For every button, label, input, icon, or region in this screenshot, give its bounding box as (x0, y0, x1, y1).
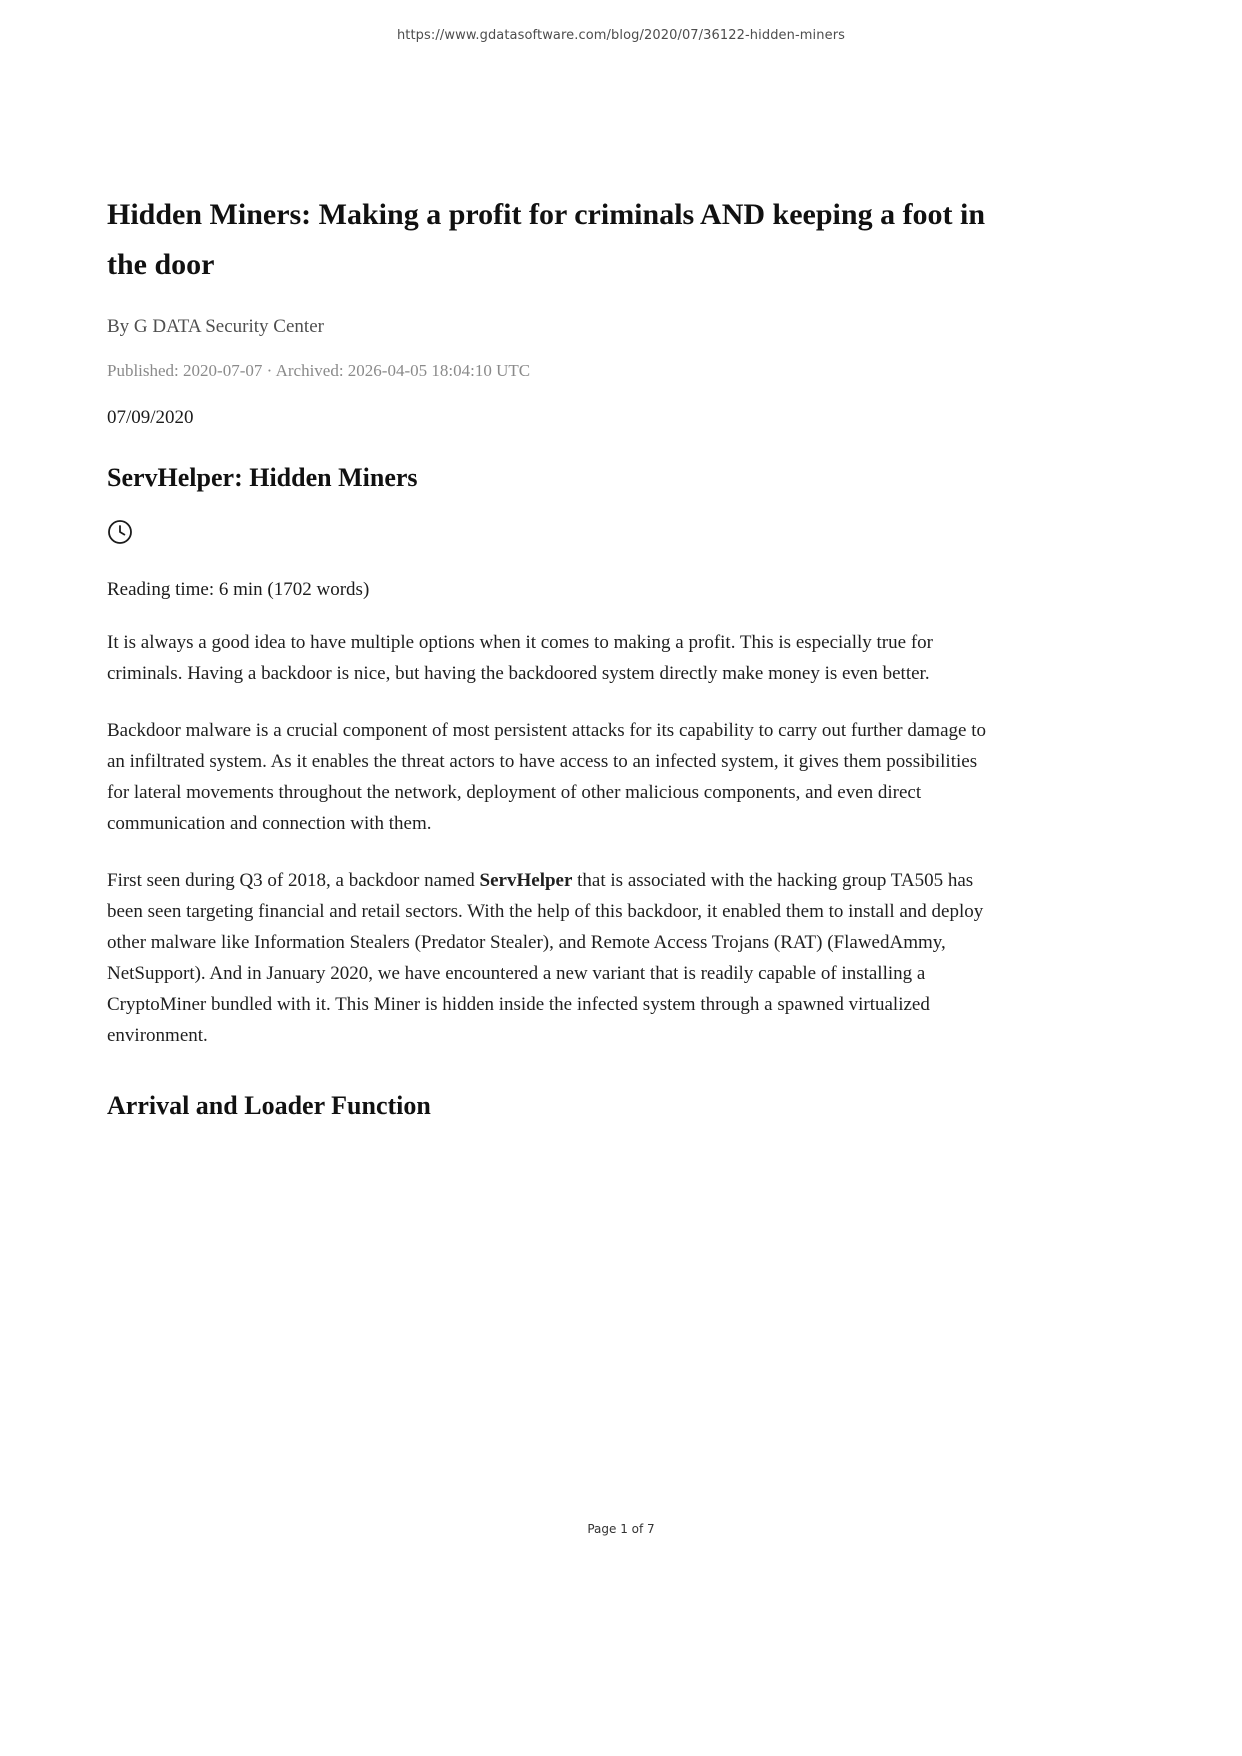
section-heading-servhelper: ServHelper: Hidden Miners (107, 463, 418, 492)
page-url-header: https://www.gdatasoftware.com/blog/2020/07/36122-hidden-miners (396, 28, 846, 43)
published-archived-meta: Published: 2020-07-07 · Archived: 2026-04-05 18:04:10 UTC (107, 361, 531, 380)
paragraph-3 (107, 865, 1003, 1051)
paragraph-2: Backdoor malware is a crucial component of most persistent attacks for its capability to carry out further damage to an infiltrated system. As it enables the threat actors to have access to an infected system, it gives them possibilities for lateral movements throughout the network, deployment of other malicious components, and even direct communication and connection with them. (107, 720, 986, 834)
reading-time-text: Reading time: 6 min (1702 words) (107, 579, 370, 600)
page-number-indicator: Page 1 of 7 (587, 1522, 655, 1536)
paragraph-3-bold-term: ServHelper (479, 870, 573, 891)
clock-icon (107, 532, 133, 549)
paragraph-3-text-before: First seen during Q3 of 2018, a backdoor named (107, 870, 480, 891)
article-title: Hidden Miners: Making a profit for criminals AND keeping a foot in the door (107, 198, 986, 281)
paragraph-3-text-after: that is associated with the hacking group TA505 has been seen targeting financial and retail sectors. With the help of this backdoor, it enabled them to install and deploy other malware like Information Stealers (Predator Stealer), and Remote Access Trojans (RAT) (FlawedAmmy, NetSupport). And in January 2020, we have encountered a new variant that is readily capable of installing a CryptoMiner bundled with it. This Miner is hidden inside the infected system through a spawned virtualized environment. (107, 870, 984, 1046)
section-heading-arrival-loader: Arrival and Loader Function (107, 1091, 431, 1120)
paragraph-1: It is always a good idea to have multiple options when it comes to making a profit. This is especially true for criminals. Having a backdoor is nice, but having the backdoored system directly make money is even better. (107, 632, 933, 684)
article-content (107, 0, 1003, 1121)
article-date: 07/09/2020 (107, 407, 194, 428)
reading-time-icon-row (107, 519, 1003, 547)
article-byline: By G DATA Security Center (107, 316, 324, 337)
